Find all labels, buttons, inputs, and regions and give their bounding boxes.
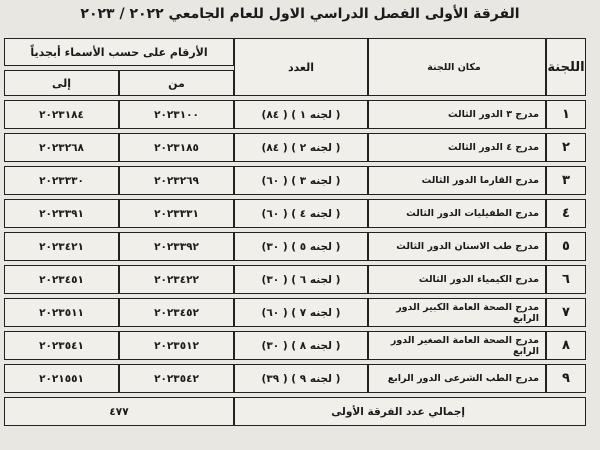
row-from: ٢٠٢٣٤٢٢ xyxy=(119,265,234,294)
row-count: ( لجنه ٣ ) ( ٦٠) xyxy=(234,166,368,195)
row-place: مدرج القارما الدور الثالث xyxy=(368,166,546,195)
header-count: العدد xyxy=(234,38,368,96)
row-count: ( لجنه ٢ ) ( ٨٤) xyxy=(234,133,368,162)
row-from: ٢٠٢٣٣٣١ xyxy=(119,199,234,228)
row-place: مدرج الطب الشرعى الدور الرابع xyxy=(368,364,546,393)
row-place: مدرج الطفيليات الدور الثالث xyxy=(368,199,546,228)
total-row xyxy=(4,397,586,426)
row-to: ٢٠٢٣٤٥١ xyxy=(4,265,119,294)
row-place: مدرج طب الاسنان الدور الثالث xyxy=(368,232,546,261)
row-place: مدرج الكيمياء الدور الثالث xyxy=(368,265,546,294)
row-committee-number: ٢ xyxy=(546,133,586,162)
table-row xyxy=(4,199,586,228)
committee-table xyxy=(4,34,586,430)
row-committee-number: ٥ xyxy=(546,232,586,261)
row-from: ٢٠٢٣١٨٥ xyxy=(119,133,234,162)
row-to: ٢٠٢١٥٥١ xyxy=(4,364,119,393)
row-count: ( لجنه ٥ ) ( ٣٠) xyxy=(234,232,368,261)
row-place: مدرج ٤ الدور الثالث xyxy=(368,133,546,162)
row-from: ٢٠٢٣١٠٠ xyxy=(119,100,234,129)
header-to: إلى xyxy=(4,70,119,96)
row-from: ٢٠٢٣٤٥٢ xyxy=(119,298,234,327)
table-row xyxy=(4,232,586,261)
row-to: ٢٠٢٣٥٤١ xyxy=(4,331,119,360)
row-committee-number: ٣ xyxy=(546,166,586,195)
total-value: ٤٧٧ xyxy=(4,397,234,426)
row-count: ( لجنه ٤ ) ( ٦٠) xyxy=(234,199,368,228)
row-committee-number: ٩ xyxy=(546,364,586,393)
header-from: من xyxy=(119,70,234,96)
row-place: مدرج الصحة العامة الصغير الدور الرابع xyxy=(368,331,546,360)
row-count: ( لجنه ٧ ) ( ٦٠) xyxy=(234,298,368,327)
table-row xyxy=(4,331,586,360)
row-to: ٢٠٢٣١٨٤ xyxy=(4,100,119,129)
document-title: الفرقة الأولى الفصل الدراسي الاول للعام الجامعي ٢٠٢٢ / ٢٠٢٣ xyxy=(80,6,520,22)
row-committee-number: ٨ xyxy=(546,331,586,360)
header-numbers-group: الأرقام على حسب الأسماء أبجدياً xyxy=(4,38,234,66)
row-to: ٢٠٢٣٢٦٨ xyxy=(4,133,119,162)
row-to: ٢٠٢٣٣٣٠ xyxy=(4,166,119,195)
row-to: ٢٠٢٣٥١١ xyxy=(4,298,119,327)
table-row xyxy=(4,364,586,393)
header-place: مكان اللجنة xyxy=(368,38,546,96)
row-place: مدرج ٣ الدور الثالث xyxy=(368,100,546,129)
row-place: مدرج الصحة العامة الكبير الدور الرابع xyxy=(368,298,546,327)
row-count: ( لجنه ٨ ) ( ٣٠) xyxy=(234,331,368,360)
row-to: ٢٠٢٣٤٢١ xyxy=(4,232,119,261)
row-from: ٢٠٢٣٢٦٩ xyxy=(119,166,234,195)
table-row xyxy=(4,100,586,129)
row-count: ( لجنه ٦ ) ( ٣٠) xyxy=(234,265,368,294)
table-row xyxy=(4,265,586,294)
table-row xyxy=(4,166,586,195)
row-from: ٢٠٢٣٣٩٢ xyxy=(119,232,234,261)
table-row xyxy=(4,133,586,162)
table-row xyxy=(4,298,586,327)
row-committee-number: ٤ xyxy=(546,199,586,228)
row-count: ( لجنه ٩ ) ( ٣٩) xyxy=(234,364,368,393)
row-committee-number: ٦ xyxy=(546,265,586,294)
row-from: ٢٠٢٣٥١٢ xyxy=(119,331,234,360)
row-from: ٢٠٢٣٥٤٢ xyxy=(119,364,234,393)
row-committee-number: ١ xyxy=(546,100,586,129)
row-to: ٢٠٢٣٣٩١ xyxy=(4,199,119,228)
row-count: ( لجنه ١ ) ( ٨٤) xyxy=(234,100,368,129)
row-committee-number: ٧ xyxy=(546,298,586,327)
header-committee: اللجنة xyxy=(546,38,586,96)
total-label: إجمالي عدد الفرقة الأولى xyxy=(234,397,586,426)
